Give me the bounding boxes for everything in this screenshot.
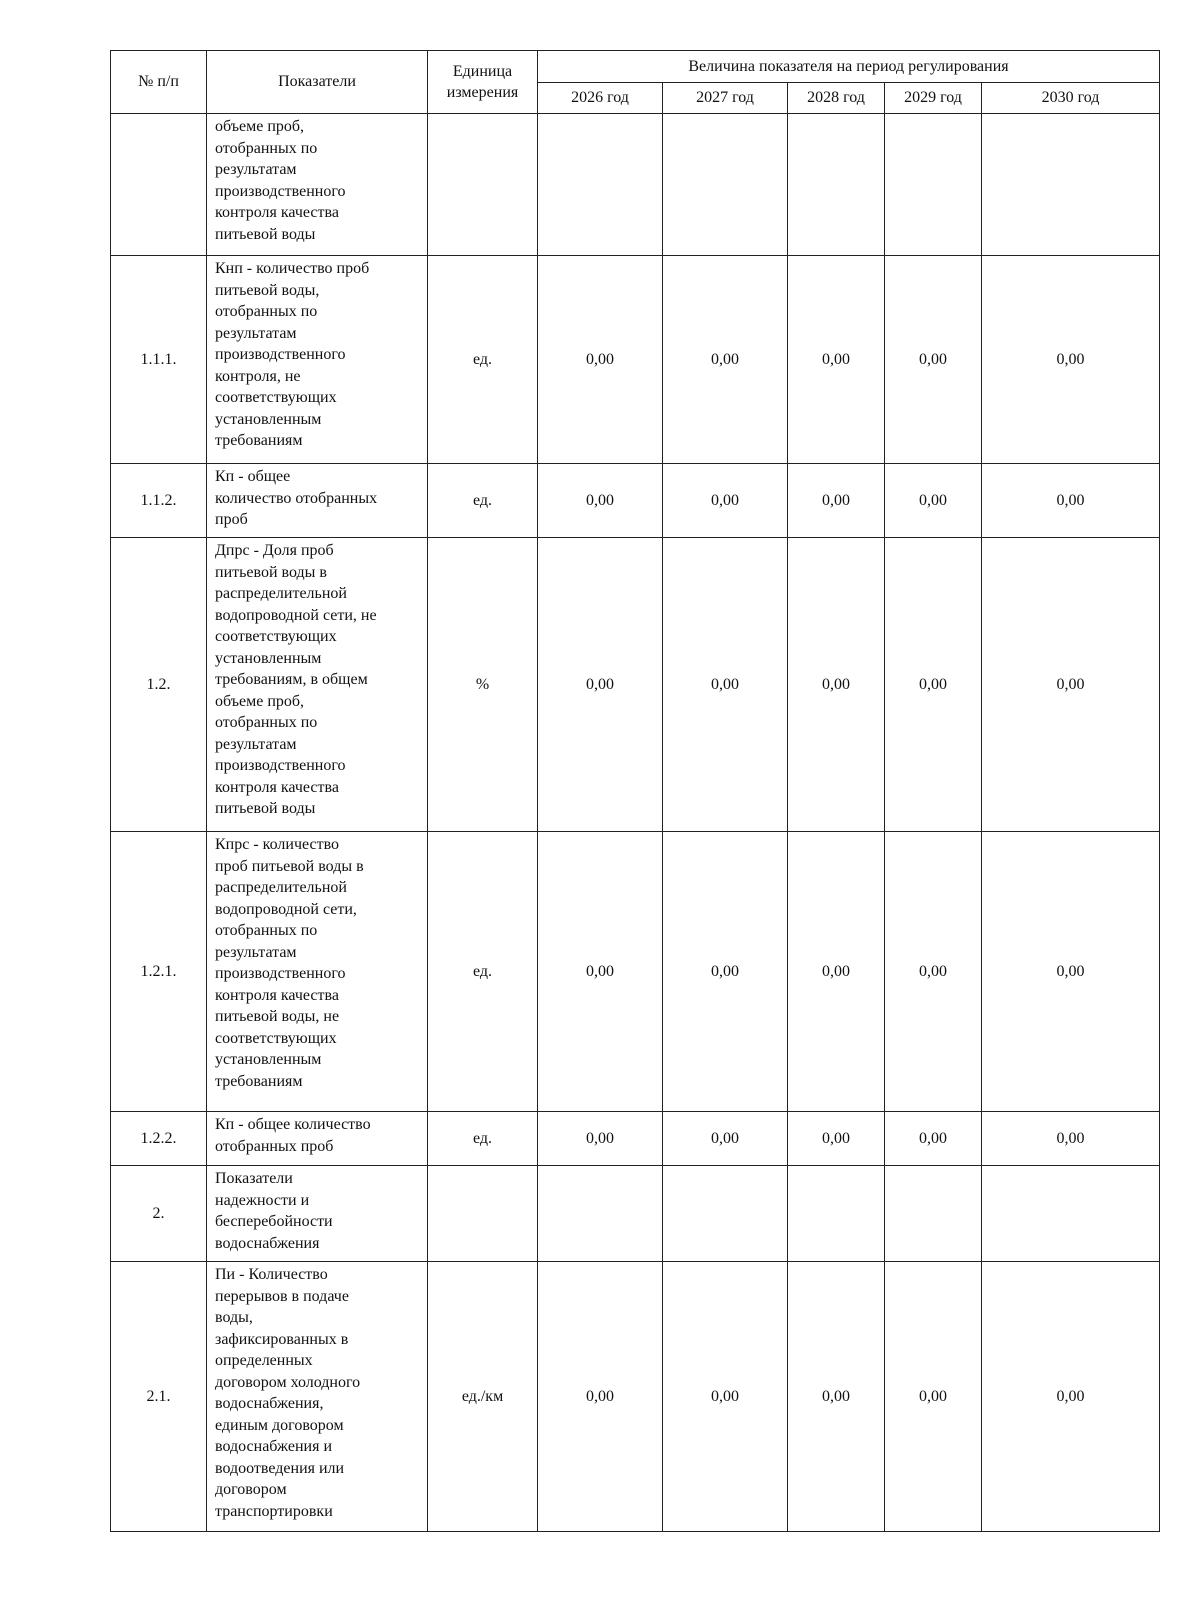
row-indicator-name bbox=[207, 538, 428, 832]
row-value: 0,00 bbox=[788, 464, 885, 538]
row-unit: ед. bbox=[428, 464, 538, 538]
table-row bbox=[111, 114, 1160, 256]
row-value: 0,00 bbox=[538, 1262, 663, 1532]
row-value: 0,00 bbox=[788, 1112, 885, 1166]
row-indicator-text: объеме проб, отобранных по результатам производственного контроля качества питьевой воды bbox=[215, 118, 346, 243]
row-value bbox=[982, 114, 1160, 256]
row-value bbox=[788, 114, 885, 256]
row-value: 0,00 bbox=[982, 1112, 1160, 1166]
row-value bbox=[538, 1166, 663, 1262]
row-value: 0,00 bbox=[788, 832, 885, 1112]
row-value: 0,00 bbox=[663, 538, 788, 832]
row-indicator-name bbox=[207, 832, 428, 1112]
row-number: 2. bbox=[111, 1166, 207, 1262]
row-value: 0,00 bbox=[982, 538, 1160, 832]
row-value: 0,00 bbox=[982, 1262, 1160, 1532]
header-unit-text: Единица измерения bbox=[446, 62, 519, 101]
row-value: 0,00 bbox=[885, 538, 982, 832]
row-indicator-name bbox=[207, 1112, 428, 1166]
row-unit: ед. bbox=[428, 1112, 538, 1166]
header-year: 2030 год bbox=[982, 82, 1160, 114]
row-number bbox=[111, 114, 207, 256]
row-value: 0,00 bbox=[663, 832, 788, 1112]
row-value: 0,00 bbox=[982, 256, 1160, 464]
table-row bbox=[111, 832, 1160, 1112]
row-value: 0,00 bbox=[663, 1112, 788, 1166]
row-unit: ед. bbox=[428, 256, 538, 464]
table-row bbox=[111, 256, 1160, 464]
row-value: 0,00 bbox=[982, 832, 1160, 1112]
row-indicator-name bbox=[207, 464, 428, 538]
row-indicator-name bbox=[207, 256, 428, 464]
row-value bbox=[663, 1166, 788, 1262]
table-body bbox=[111, 114, 1160, 1532]
row-value bbox=[885, 1166, 982, 1262]
row-indicator-text: Кп - общее количество отобранных проб bbox=[215, 1116, 371, 1155]
row-value: 0,00 bbox=[663, 256, 788, 464]
header-year: 2026 год bbox=[538, 82, 663, 114]
row-unit bbox=[428, 114, 538, 256]
row-indicator-text: Дпрс - Доля проб питьевой воды в распределительной водопроводной сети, не соответствующих установленным требованиям, в общем объеме проб, отобранных по результатам производственного контроля качества питьевой воды bbox=[215, 542, 377, 817]
row-value: 0,00 bbox=[885, 464, 982, 538]
row-indicator-text: Кпрс - количество проб питьевой воды в распределительной водопроводной сети, отобранных по результатам производственного контроля качества питьевой воды, не соответствующих установленным требованиям bbox=[215, 836, 364, 1090]
row-value: 0,00 bbox=[538, 256, 663, 464]
row-number: 1.2.2. bbox=[111, 1112, 207, 1166]
table-row bbox=[111, 1112, 1160, 1166]
row-value bbox=[538, 114, 663, 256]
row-indicator-name bbox=[207, 1262, 428, 1532]
table-row bbox=[111, 464, 1160, 538]
row-unit bbox=[428, 1166, 538, 1262]
row-value: 0,00 bbox=[663, 1262, 788, 1532]
row-value bbox=[982, 1166, 1160, 1262]
row-value: 0,00 bbox=[663, 464, 788, 538]
row-value: 0,00 bbox=[788, 538, 885, 832]
row-unit: % bbox=[428, 538, 538, 832]
header-unit bbox=[428, 51, 538, 114]
row-value: 0,00 bbox=[538, 1112, 663, 1166]
row-value: 0,00 bbox=[885, 1112, 982, 1166]
table-header bbox=[111, 51, 1160, 114]
table-row bbox=[111, 1262, 1160, 1532]
row-indicator-name bbox=[207, 114, 428, 256]
table-row bbox=[111, 538, 1160, 832]
row-value bbox=[788, 1166, 885, 1262]
row-indicator-text: Кп - общее количество отобранных проб bbox=[215, 468, 378, 528]
row-value: 0,00 bbox=[538, 538, 663, 832]
row-number: 1.1.2. bbox=[111, 464, 207, 538]
row-unit: ед./км bbox=[428, 1262, 538, 1532]
row-indicator-text: Пи - Количество перерывов в подаче воды, зафиксированных в определенных договором холодного водоснабжения, единым договором водоснабжения и водоотведения или договором транспортировки bbox=[215, 1266, 361, 1520]
row-number: 1.2.1. bbox=[111, 832, 207, 1112]
row-number: 1.1.1. bbox=[111, 256, 207, 464]
row-value: 0,00 bbox=[538, 464, 663, 538]
row-value: 0,00 bbox=[885, 256, 982, 464]
row-value: 0,00 bbox=[788, 256, 885, 464]
header-year: 2028 год bbox=[788, 82, 885, 114]
row-value: 0,00 bbox=[788, 1262, 885, 1532]
row-value: 0,00 bbox=[982, 464, 1160, 538]
row-indicator-text: Кнп - количество проб питьевой воды, отобранных по результатам производственного контроля, не соответствующих установленным требованиям bbox=[215, 260, 370, 449]
row-number: 1.2. bbox=[111, 538, 207, 832]
indicators-table bbox=[110, 50, 1160, 1532]
header-number: № п/п bbox=[111, 51, 207, 114]
header-period-group: Величина показателя на период регулирования bbox=[538, 51, 1160, 83]
header-year: 2027 год bbox=[663, 82, 788, 114]
row-value: 0,00 bbox=[885, 832, 982, 1112]
table-row bbox=[111, 1166, 1160, 1262]
header-indicators: Показатели bbox=[207, 51, 428, 114]
row-value: 0,00 bbox=[538, 832, 663, 1112]
row-unit: ед. bbox=[428, 832, 538, 1112]
header-year: 2029 год bbox=[885, 82, 982, 114]
row-value bbox=[885, 114, 982, 256]
row-value bbox=[663, 114, 788, 256]
row-indicator-text: Показатели надежности и бесперебойности водоснабжения bbox=[215, 1170, 333, 1252]
row-indicator-name bbox=[207, 1166, 428, 1262]
row-value: 0,00 bbox=[885, 1262, 982, 1532]
row-number: 2.1. bbox=[111, 1262, 207, 1532]
